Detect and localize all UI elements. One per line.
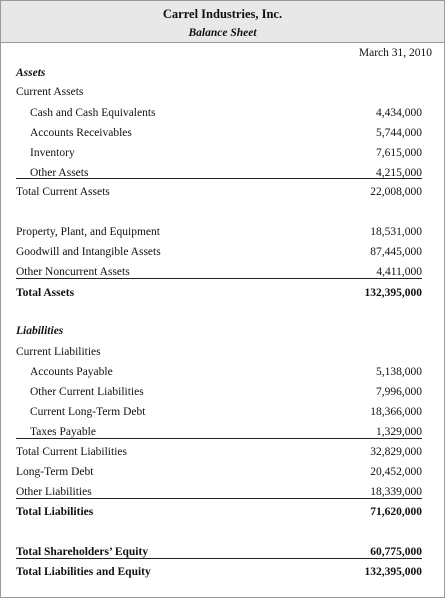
total-rule (16, 498, 422, 499)
line-item-label: Other Assets (30, 167, 89, 179)
line-item-value: 7,996,000 (376, 386, 422, 398)
line-item (1, 222, 444, 242)
line-item (1, 402, 444, 422)
line-item-value: 18,366,000 (370, 406, 422, 418)
line-item-label: Long-Term Debt (16, 466, 94, 478)
company-name: Carrel Industries, Inc. (162, 7, 283, 21)
liabilities-heading: Liabilities (16, 325, 64, 337)
line-item (1, 143, 444, 163)
sheet-header (1, 1, 444, 43)
sheet-title: Balance Sheet (188, 27, 257, 39)
line-item-value: 1,329,000 (376, 426, 422, 438)
current-liabilities-heading-row (1, 342, 444, 362)
total-liabilities-label: Total Liabilities (16, 506, 94, 518)
line-item-value: 87,445,000 (370, 246, 422, 258)
equity-row (1, 542, 444, 562)
line-item-value: 20,452,000 (370, 466, 422, 478)
line-item (1, 163, 444, 183)
subtotal-value: 22,008,000 (370, 186, 422, 198)
current-assets-heading: Current Assets (16, 86, 84, 98)
subtotal-row (1, 442, 444, 462)
assets-heading-row (1, 63, 444, 83)
equity-value: 60,775,000 (370, 546, 422, 558)
total-assets-value: 132,395,000 (364, 287, 422, 299)
line-item-value: 7,615,000 (376, 147, 422, 159)
line-item (1, 462, 444, 482)
line-item (1, 242, 444, 262)
line-item-value: 4,411,000 (376, 266, 422, 278)
total-liabilities-value: 71,620,000 (370, 506, 422, 518)
line-item-label: Accounts Payable (30, 366, 113, 378)
total-assets-label: Total Assets (16, 287, 75, 299)
line-item (1, 382, 444, 402)
line-item-label: Other Current Liabilities (30, 386, 144, 398)
assets-heading: Assets (16, 67, 46, 79)
liabilities-heading-row (1, 321, 444, 341)
equity-label: Total Shareholders’ Equity (16, 546, 149, 558)
subtotal-rule (16, 438, 422, 439)
line-item-label: Taxes Payable (30, 426, 96, 438)
statement-date: March 31, 2010 (358, 47, 432, 59)
line-item-value: 5,744,000 (376, 127, 422, 139)
line-item-label: Inventory (30, 147, 75, 159)
total-row (1, 502, 444, 522)
line-item-label: Accounts Receivables (30, 127, 132, 139)
line-item-value: 18,531,000 (370, 226, 422, 238)
line-item-value: 4,434,000 (376, 107, 422, 119)
line-item-label: Cash and Cash Equivalents (30, 107, 156, 119)
line-item-label: Other Liabilities (16, 486, 92, 498)
line-item (1, 123, 444, 143)
subtotal-label: Total Current Liabilities (16, 446, 127, 458)
grand-total-value: 132,395,000 (364, 566, 422, 578)
current-assets-heading-row (1, 82, 444, 102)
current-liabilities-heading: Current Liabilities (16, 346, 101, 358)
line-item (1, 103, 444, 123)
subtotal-label: Total Current Assets (16, 186, 110, 198)
line-item-value: 5,138,000 (376, 366, 422, 378)
line-item-value: 18,339,000 (370, 486, 422, 498)
subtotal-row (1, 182, 444, 202)
grand-total-row (1, 562, 444, 582)
line-item (1, 482, 444, 502)
line-item (1, 422, 444, 442)
subtotal-value: 32,829,000 (370, 446, 422, 458)
line-item (1, 362, 444, 382)
line-item-label: Current Long-Term Debt (30, 406, 146, 418)
line-item-label: Other Noncurrent Assets (16, 266, 130, 278)
grand-total-label: Total Liabilities and Equity (16, 566, 151, 578)
total-rule (16, 278, 422, 279)
line-item-value: 4,215,000 (376, 167, 422, 179)
line-item (1, 262, 444, 282)
subtotal-rule (16, 178, 422, 179)
equity-rule (16, 558, 422, 559)
line-item-label: Goodwill and Intangible Assets (16, 246, 161, 258)
total-row (1, 283, 444, 303)
line-item-label: Property, Plant, and Equipment (16, 226, 160, 238)
